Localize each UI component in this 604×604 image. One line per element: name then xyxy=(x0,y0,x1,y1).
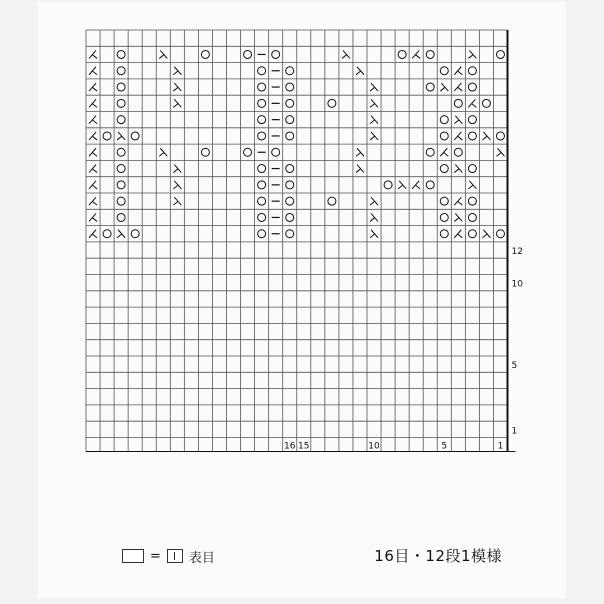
yarn-over-symbol xyxy=(286,181,294,189)
right-decrease-symbol xyxy=(159,50,167,58)
legend-equals: = xyxy=(150,548,161,564)
yarn-over-symbol xyxy=(117,116,125,124)
left-decrease-symbol xyxy=(89,83,97,91)
yarn-over-symbol xyxy=(117,197,125,205)
yarn-over-symbol xyxy=(468,132,476,140)
yarn-over-symbol xyxy=(258,99,266,107)
right-decrease-symbol xyxy=(159,148,167,156)
left-decrease-symbol xyxy=(89,132,97,140)
left-decrease-symbol xyxy=(454,83,462,91)
left-decrease-symbol xyxy=(89,213,97,221)
yarn-over-symbol xyxy=(286,165,294,173)
right-decrease-symbol xyxy=(370,99,378,107)
left-decrease-symbol xyxy=(89,181,97,189)
left-decrease-symbol xyxy=(412,181,420,189)
yarn-over-symbol xyxy=(131,132,139,140)
yarn-over-symbol xyxy=(398,50,406,58)
right-decrease-symbol xyxy=(370,132,378,140)
row-number-label: 1 xyxy=(511,426,518,437)
yarn-over-symbol xyxy=(258,116,266,124)
yarn-over-symbol xyxy=(328,99,336,107)
right-decrease-symbol xyxy=(117,230,125,238)
yarn-over-symbol xyxy=(454,99,462,107)
yarn-over-symbol xyxy=(117,213,125,221)
right-decrease-symbol xyxy=(173,165,181,173)
left-decrease-symbol xyxy=(440,148,448,156)
right-decrease-symbol xyxy=(370,230,378,238)
yarn-over-symbol xyxy=(201,148,209,156)
row-number-label: 10 xyxy=(511,279,523,290)
column-number-label: 5 xyxy=(441,441,448,452)
left-decrease-symbol xyxy=(89,230,97,238)
right-decrease-symbol xyxy=(482,132,490,140)
yarn-over-symbol xyxy=(440,67,448,75)
yarn-over-symbol xyxy=(440,230,448,238)
yarn-over-symbol xyxy=(272,148,280,156)
yarn-over-symbol xyxy=(426,83,434,91)
yarn-over-symbol xyxy=(258,165,266,173)
right-decrease-symbol xyxy=(454,116,462,124)
right-decrease-symbol xyxy=(173,99,181,107)
yarn-over-symbol xyxy=(131,230,139,238)
yarn-over-symbol xyxy=(426,148,434,156)
right-decrease-symbol xyxy=(468,50,476,58)
right-decrease-symbol xyxy=(370,116,378,124)
left-decrease-symbol xyxy=(89,197,97,205)
yarn-over-symbol xyxy=(454,148,462,156)
yarn-over-symbol xyxy=(440,132,448,140)
left-decrease-symbol xyxy=(89,50,97,58)
left-decrease-symbol xyxy=(454,132,462,140)
yarn-over-symbol xyxy=(328,197,336,205)
yarn-over-symbol xyxy=(258,83,266,91)
left-decrease-symbol xyxy=(89,99,97,107)
yarn-over-symbol xyxy=(286,213,294,221)
yarn-over-symbol xyxy=(258,230,266,238)
knitting-chart xyxy=(38,2,566,542)
legend xyxy=(122,546,215,566)
left-decrease-symbol xyxy=(89,165,97,173)
yarn-over-symbol xyxy=(440,116,448,124)
yarn-over-symbol xyxy=(468,83,476,91)
right-decrease-symbol xyxy=(117,132,125,140)
yarn-over-symbol xyxy=(117,165,125,173)
yarn-over-symbol xyxy=(244,148,252,156)
right-decrease-symbol xyxy=(342,50,350,58)
yarn-over-symbol xyxy=(258,67,266,75)
chart-page xyxy=(38,2,566,598)
yarn-over-symbol xyxy=(496,50,504,58)
left-decrease-symbol xyxy=(89,116,97,124)
yarn-over-symbol xyxy=(258,132,266,140)
legend-knit-symbol xyxy=(167,549,183,563)
column-number-label: 16 xyxy=(283,441,296,452)
left-decrease-symbol xyxy=(468,99,476,107)
yarn-over-symbol xyxy=(103,132,111,140)
yarn-over-symbol xyxy=(286,67,294,75)
yarn-over-symbol xyxy=(440,197,448,205)
yarn-over-symbol xyxy=(440,213,448,221)
right-decrease-symbol xyxy=(398,181,406,189)
right-decrease-symbol xyxy=(370,213,378,221)
right-decrease-symbol xyxy=(173,181,181,189)
row-number-label: 5 xyxy=(511,361,518,372)
column-number-label: 10 xyxy=(368,441,380,452)
row-number-label: 12 xyxy=(511,247,523,258)
yarn-over-symbol xyxy=(117,181,125,189)
yarn-over-symbol xyxy=(272,50,280,58)
yarn-over-symbol xyxy=(468,230,476,238)
legend-meaning: 表目 xyxy=(188,550,215,566)
left-decrease-symbol xyxy=(89,67,97,75)
yarn-over-symbol xyxy=(496,230,504,238)
yarn-over-symbol xyxy=(117,148,125,156)
yarn-over-symbol xyxy=(496,132,504,140)
right-decrease-symbol xyxy=(356,165,364,173)
yarn-over-symbol xyxy=(468,213,476,221)
yarn-over-symbol xyxy=(468,67,476,75)
pattern-caption: 16目・12段1模様 xyxy=(374,547,502,565)
left-decrease-symbol xyxy=(454,67,462,75)
yarn-over-symbol xyxy=(201,50,209,58)
left-decrease-symbol xyxy=(89,148,97,156)
yarn-over-symbol xyxy=(440,165,448,173)
yarn-over-symbol xyxy=(286,99,294,107)
yarn-over-symbol xyxy=(468,116,476,124)
yarn-over-symbol xyxy=(286,132,294,140)
yarn-over-symbol xyxy=(258,181,266,189)
yarn-over-symbol xyxy=(426,50,434,58)
column-number-label: 15 xyxy=(298,441,310,452)
yarn-over-symbol xyxy=(468,197,476,205)
yarn-over-symbol xyxy=(426,181,434,189)
right-decrease-symbol xyxy=(370,83,378,91)
right-decrease-symbol xyxy=(173,67,181,75)
right-decrease-symbol xyxy=(173,83,181,91)
right-decrease-symbol xyxy=(496,148,504,156)
yarn-over-symbol xyxy=(117,67,125,75)
yarn-over-symbol xyxy=(384,181,392,189)
legend-empty-square xyxy=(122,549,144,563)
left-decrease-symbol xyxy=(454,230,462,238)
yarn-over-symbol xyxy=(244,50,252,58)
yarn-over-symbol xyxy=(258,213,266,221)
right-decrease-symbol xyxy=(454,213,462,221)
left-decrease-symbol xyxy=(412,50,420,58)
yarn-over-symbol xyxy=(117,83,125,91)
right-decrease-symbol xyxy=(173,197,181,205)
right-decrease-symbol xyxy=(370,197,378,205)
yarn-over-symbol xyxy=(103,230,111,238)
right-decrease-symbol xyxy=(468,181,476,189)
yarn-over-symbol xyxy=(468,165,476,173)
right-decrease-symbol xyxy=(454,165,462,173)
yarn-over-symbol xyxy=(286,116,294,124)
yarn-over-symbol xyxy=(117,99,125,107)
left-decrease-symbol xyxy=(454,197,462,205)
right-decrease-symbol xyxy=(356,67,364,75)
yarn-over-symbol xyxy=(117,50,125,58)
yarn-over-symbol xyxy=(286,83,294,91)
right-decrease-symbol xyxy=(356,148,364,156)
right-decrease-symbol xyxy=(482,230,490,238)
yarn-over-symbol xyxy=(286,230,294,238)
right-decrease-symbol xyxy=(440,83,448,91)
column-number-label: 1 xyxy=(497,441,504,452)
yarn-over-symbol xyxy=(286,197,294,205)
yarn-over-symbol xyxy=(482,99,490,107)
yarn-over-symbol xyxy=(258,197,266,205)
